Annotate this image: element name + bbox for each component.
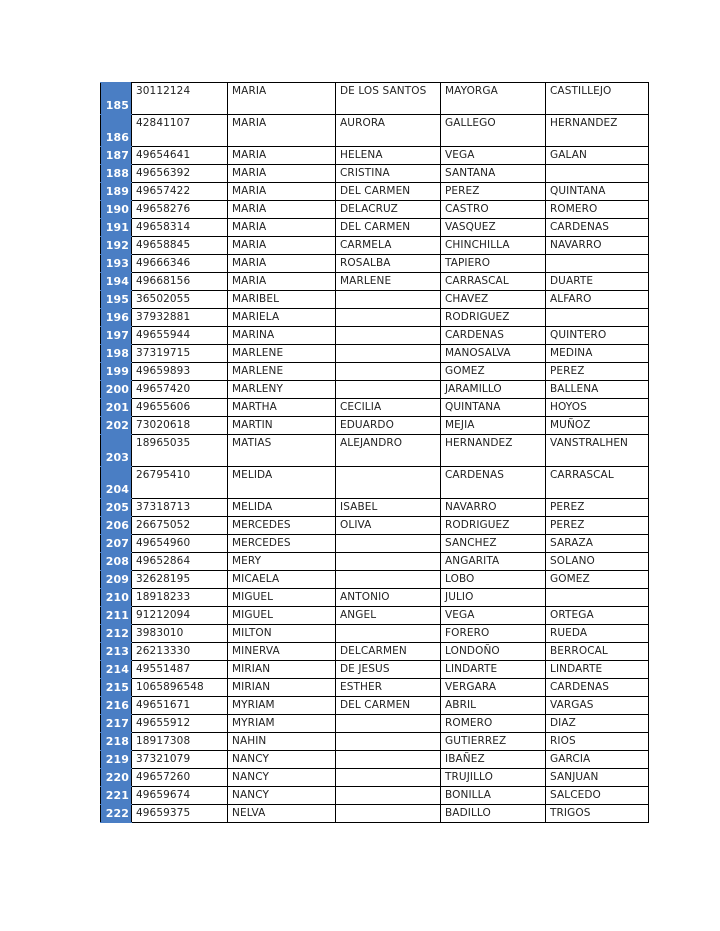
first-surname-cell: BADILLO xyxy=(441,805,546,823)
row-number: 209 xyxy=(101,571,132,589)
second-name-cell xyxy=(336,467,441,499)
table-row xyxy=(101,381,649,399)
id-number-cell: 49666346 xyxy=(132,255,228,273)
second-name-cell: CECILIA xyxy=(336,399,441,417)
id-number-cell: 49657422 xyxy=(132,183,228,201)
first-surname-cell: BONILLA xyxy=(441,787,546,805)
table-row xyxy=(101,589,649,607)
table-row xyxy=(101,165,649,183)
second-surname-cell: ALFARO xyxy=(546,291,649,309)
row-number: 208 xyxy=(101,553,132,571)
table-row xyxy=(101,327,649,345)
table-row xyxy=(101,399,649,417)
table-row xyxy=(101,679,649,697)
row-number: 189 xyxy=(101,183,132,201)
first-name-cell: MERY xyxy=(228,553,336,571)
first-surname-cell: MEJIA xyxy=(441,417,546,435)
table-row xyxy=(101,363,649,381)
row-number: 197 xyxy=(101,327,132,345)
table-row xyxy=(101,643,649,661)
second-name-cell xyxy=(336,805,441,823)
id-number-cell: 32628195 xyxy=(132,571,228,589)
second-surname-cell: PEREZ xyxy=(546,363,649,381)
first-surname-cell: NAVARRO xyxy=(441,499,546,517)
id-number-cell: 26213330 xyxy=(132,643,228,661)
id-number-cell: 49659674 xyxy=(132,787,228,805)
id-number-cell: 49651671 xyxy=(132,697,228,715)
second-surname-cell: SARAZA xyxy=(546,535,649,553)
id-number-cell: 49659375 xyxy=(132,805,228,823)
row-number: 206 xyxy=(101,517,132,535)
id-number-cell: 18918233 xyxy=(132,589,228,607)
second-name-cell xyxy=(336,291,441,309)
second-surname-cell: BALLENA xyxy=(546,381,649,399)
second-name-cell: ROSALBA xyxy=(336,255,441,273)
first-surname-cell: CARRASCAL xyxy=(441,273,546,291)
id-number-cell: 42841107 xyxy=(132,115,228,147)
row-number: 194 xyxy=(101,273,132,291)
id-number-cell: 49654960 xyxy=(132,535,228,553)
first-name-cell: MELIDA xyxy=(228,499,336,517)
row-number: 196 xyxy=(101,309,132,327)
table-row xyxy=(101,417,649,435)
first-name-cell: MARIA xyxy=(228,237,336,255)
second-name-cell xyxy=(336,381,441,399)
row-number: 195 xyxy=(101,291,132,309)
first-surname-cell: TRUJILLO xyxy=(441,769,546,787)
second-surname-cell: VARGAS xyxy=(546,697,649,715)
second-surname-cell: GALAN xyxy=(546,147,649,165)
first-surname-cell: IBAÑEZ xyxy=(441,751,546,769)
table-row xyxy=(101,237,649,255)
first-surname-cell: GALLEGO xyxy=(441,115,546,147)
id-number-cell: 49668156 xyxy=(132,273,228,291)
second-name-cell: DE LOS SANTOS xyxy=(336,83,441,115)
id-number-cell: 36502055 xyxy=(132,291,228,309)
row-number: 191 xyxy=(101,219,132,237)
first-name-cell: MARLENE xyxy=(228,345,336,363)
row-number: 205 xyxy=(101,499,132,517)
first-name-cell: MIRIAN xyxy=(228,679,336,697)
first-name-cell: MARIA xyxy=(228,83,336,115)
id-number-cell: 30112124 xyxy=(132,83,228,115)
roster-table xyxy=(100,82,649,823)
id-number-cell: 18917308 xyxy=(132,733,228,751)
id-number-cell: 49658845 xyxy=(132,237,228,255)
second-name-cell: ISABEL xyxy=(336,499,441,517)
row-number: 186 xyxy=(101,115,132,147)
first-name-cell: NANCY xyxy=(228,769,336,787)
row-number: 198 xyxy=(101,345,132,363)
id-number-cell: 49655912 xyxy=(132,715,228,733)
first-surname-cell: VEGA xyxy=(441,147,546,165)
second-name-cell: ALEJANDRO xyxy=(336,435,441,467)
second-name-cell xyxy=(336,715,441,733)
row-number: 211 xyxy=(101,607,132,625)
first-surname-cell: RODRIGUEZ xyxy=(441,309,546,327)
second-surname-cell: VANSTRALHEN xyxy=(546,435,649,467)
second-surname-cell: ROMERO xyxy=(546,201,649,219)
row-number: 218 xyxy=(101,733,132,751)
id-number-cell: 49658314 xyxy=(132,219,228,237)
second-name-cell: OLIVA xyxy=(336,517,441,535)
row-number: 212 xyxy=(101,625,132,643)
first-name-cell: MARIA xyxy=(228,165,336,183)
id-number-cell: 91212094 xyxy=(132,607,228,625)
first-surname-cell: MANOSALVA xyxy=(441,345,546,363)
table-row xyxy=(101,661,649,679)
row-number: 217 xyxy=(101,715,132,733)
row-number: 202 xyxy=(101,417,132,435)
second-name-cell: MARLENE xyxy=(336,273,441,291)
first-surname-cell: HERNANDEZ xyxy=(441,435,546,467)
id-number-cell: 1065896548 xyxy=(132,679,228,697)
first-name-cell: MARIA xyxy=(228,255,336,273)
first-name-cell: MARIA xyxy=(228,201,336,219)
row-number: 210 xyxy=(101,589,132,607)
row-number: 200 xyxy=(101,381,132,399)
second-name-cell xyxy=(336,345,441,363)
row-number: 219 xyxy=(101,751,132,769)
second-name-cell: ESTHER xyxy=(336,679,441,697)
table-row xyxy=(101,291,649,309)
first-name-cell: MYRIAM xyxy=(228,697,336,715)
table-row xyxy=(101,183,649,201)
second-surname-cell: BERROCAL xyxy=(546,643,649,661)
id-number-cell: 26795410 xyxy=(132,467,228,499)
first-surname-cell: JARAMILLO xyxy=(441,381,546,399)
table-row xyxy=(101,553,649,571)
first-name-cell: MARIA xyxy=(228,115,336,147)
table-row xyxy=(101,201,649,219)
second-surname-cell: RIOS xyxy=(546,733,649,751)
first-name-cell: NELVA xyxy=(228,805,336,823)
table-row xyxy=(101,115,649,147)
row-number: 213 xyxy=(101,643,132,661)
first-name-cell: NANCY xyxy=(228,751,336,769)
second-name-cell: ANGEL xyxy=(336,607,441,625)
table-row xyxy=(101,787,649,805)
second-surname-cell xyxy=(546,309,649,327)
first-surname-cell: CHAVEZ xyxy=(441,291,546,309)
second-surname-cell: GARCIA xyxy=(546,751,649,769)
row-number: 193 xyxy=(101,255,132,273)
second-surname-cell: SALCEDO xyxy=(546,787,649,805)
table-row xyxy=(101,535,649,553)
table-row xyxy=(101,273,649,291)
second-surname-cell: QUINTERO xyxy=(546,327,649,345)
second-surname-cell: DIAZ xyxy=(546,715,649,733)
row-number: 199 xyxy=(101,363,132,381)
first-name-cell: MINERVA xyxy=(228,643,336,661)
first-surname-cell: ROMERO xyxy=(441,715,546,733)
row-number: 192 xyxy=(101,237,132,255)
first-surname-cell: CHINCHILLA xyxy=(441,237,546,255)
second-surname-cell: CARRASCAL xyxy=(546,467,649,499)
id-number-cell: 73020618 xyxy=(132,417,228,435)
first-surname-cell: ANGARITA xyxy=(441,553,546,571)
first-surname-cell: LINDARTE xyxy=(441,661,546,679)
id-number-cell: 49657420 xyxy=(132,381,228,399)
id-number-cell: 37318713 xyxy=(132,499,228,517)
table-row xyxy=(101,571,649,589)
table-row xyxy=(101,697,649,715)
first-surname-cell: RODRIGUEZ xyxy=(441,517,546,535)
first-surname-cell: VERGARA xyxy=(441,679,546,697)
second-name-cell xyxy=(336,787,441,805)
table-row xyxy=(101,345,649,363)
row-number: 214 xyxy=(101,661,132,679)
second-surname-cell: CARDENAS xyxy=(546,679,649,697)
second-surname-cell: GOMEZ xyxy=(546,571,649,589)
table-row xyxy=(101,715,649,733)
first-name-cell: MARLENE xyxy=(228,363,336,381)
table-row xyxy=(101,309,649,327)
row-number: 220 xyxy=(101,769,132,787)
first-name-cell: MERCEDES xyxy=(228,535,336,553)
first-surname-cell: SANTANA xyxy=(441,165,546,183)
row-number: 187 xyxy=(101,147,132,165)
id-number-cell: 49551487 xyxy=(132,661,228,679)
first-name-cell: MERCEDES xyxy=(228,517,336,535)
id-number-cell: 49652864 xyxy=(132,553,228,571)
first-name-cell: MARIA xyxy=(228,273,336,291)
first-name-cell: MIGUEL xyxy=(228,589,336,607)
table-row xyxy=(101,607,649,625)
second-surname-cell: PEREZ xyxy=(546,499,649,517)
table-row xyxy=(101,751,649,769)
id-number-cell: 49658276 xyxy=(132,201,228,219)
id-number-cell: 3983010 xyxy=(132,625,228,643)
first-name-cell: MILTON xyxy=(228,625,336,643)
second-name-cell xyxy=(336,327,441,345)
first-name-cell: MYRIAM xyxy=(228,715,336,733)
first-name-cell: MARTHA xyxy=(228,399,336,417)
second-name-cell xyxy=(336,553,441,571)
second-surname-cell: PEREZ xyxy=(546,517,649,535)
table-row xyxy=(101,83,649,115)
id-number-cell: 49655944 xyxy=(132,327,228,345)
row-number: 207 xyxy=(101,535,132,553)
second-name-cell: DELCARMEN xyxy=(336,643,441,661)
first-name-cell: MARIA xyxy=(228,183,336,201)
second-name-cell: DEL CARMEN xyxy=(336,697,441,715)
first-surname-cell: TAPIERO xyxy=(441,255,546,273)
first-surname-cell: CASTRO xyxy=(441,201,546,219)
second-surname-cell: ORTEGA xyxy=(546,607,649,625)
table-row xyxy=(101,147,649,165)
second-surname-cell xyxy=(546,589,649,607)
second-surname-cell: TRIGOS xyxy=(546,805,649,823)
id-number-cell: 26675052 xyxy=(132,517,228,535)
table-row xyxy=(101,499,649,517)
table-row xyxy=(101,733,649,751)
second-surname-cell: QUINTANA xyxy=(546,183,649,201)
second-surname-cell: HOYOS xyxy=(546,399,649,417)
second-name-cell: CARMELA xyxy=(336,237,441,255)
first-surname-cell: PEREZ xyxy=(441,183,546,201)
second-surname-cell: CARDENAS xyxy=(546,219,649,237)
table-row xyxy=(101,435,649,467)
first-surname-cell: LOBO xyxy=(441,571,546,589)
second-surname-cell: SOLANO xyxy=(546,553,649,571)
id-number-cell: 49655606 xyxy=(132,399,228,417)
id-number-cell: 49654641 xyxy=(132,147,228,165)
row-number: 216 xyxy=(101,697,132,715)
first-name-cell: MARIA xyxy=(228,147,336,165)
second-name-cell: DEL CARMEN xyxy=(336,219,441,237)
second-surname-cell: LINDARTE xyxy=(546,661,649,679)
first-surname-cell: GOMEZ xyxy=(441,363,546,381)
second-surname-cell: RUEDA xyxy=(546,625,649,643)
table-row xyxy=(101,255,649,273)
second-name-cell xyxy=(336,733,441,751)
id-number-cell: 37321079 xyxy=(132,751,228,769)
first-surname-cell: FORERO xyxy=(441,625,546,643)
first-surname-cell: JULIO xyxy=(441,589,546,607)
row-number: 204 xyxy=(101,467,132,499)
second-surname-cell: MEDINA xyxy=(546,345,649,363)
first-surname-cell: GUTIERREZ xyxy=(441,733,546,751)
roster-body xyxy=(101,83,649,823)
second-name-cell: EDUARDO xyxy=(336,417,441,435)
second-surname-cell xyxy=(546,165,649,183)
first-name-cell: MIRIAN xyxy=(228,661,336,679)
id-number-cell: 37319715 xyxy=(132,345,228,363)
id-number-cell: 49656392 xyxy=(132,165,228,183)
second-name-cell xyxy=(336,363,441,381)
second-name-cell: CRISTINA xyxy=(336,165,441,183)
second-name-cell: DELACRUZ xyxy=(336,201,441,219)
second-surname-cell xyxy=(546,255,649,273)
first-name-cell: MARIELA xyxy=(228,309,336,327)
second-surname-cell: HERNANDEZ xyxy=(546,115,649,147)
first-name-cell: MARTIN xyxy=(228,417,336,435)
second-surname-cell: SANJUAN xyxy=(546,769,649,787)
first-name-cell: MICAELA xyxy=(228,571,336,589)
first-surname-cell: ABRIL xyxy=(441,697,546,715)
second-name-cell: DE JESUS xyxy=(336,661,441,679)
second-name-cell xyxy=(336,751,441,769)
second-name-cell: DEL CARMEN xyxy=(336,183,441,201)
first-surname-cell: QUINTANA xyxy=(441,399,546,417)
first-name-cell: MARIBEL xyxy=(228,291,336,309)
second-name-cell: ANTONIO xyxy=(336,589,441,607)
id-number-cell: 18965035 xyxy=(132,435,228,467)
second-name-cell: AURORA xyxy=(336,115,441,147)
first-name-cell: MARINA xyxy=(228,327,336,345)
second-surname-cell: DUARTE xyxy=(546,273,649,291)
second-name-cell xyxy=(336,571,441,589)
first-name-cell: MATIAS xyxy=(228,435,336,467)
first-surname-cell: VEGA xyxy=(441,607,546,625)
first-name-cell: MELIDA xyxy=(228,467,336,499)
table-row xyxy=(101,467,649,499)
table-row xyxy=(101,769,649,787)
table-row xyxy=(101,625,649,643)
row-number: 203 xyxy=(101,435,132,467)
first-surname-cell: SANCHEZ xyxy=(441,535,546,553)
first-surname-cell: VASQUEZ xyxy=(441,219,546,237)
first-surname-cell: CARDENAS xyxy=(441,327,546,345)
row-number: 222 xyxy=(101,805,132,823)
first-name-cell: MARLENY xyxy=(228,381,336,399)
first-surname-cell: LONDOÑO xyxy=(441,643,546,661)
row-number: 188 xyxy=(101,165,132,183)
table-row xyxy=(101,219,649,237)
id-number-cell: 37932881 xyxy=(132,309,228,327)
id-number-cell: 49659893 xyxy=(132,363,228,381)
first-name-cell: MIGUEL xyxy=(228,607,336,625)
id-number-cell: 49657260 xyxy=(132,769,228,787)
row-number: 221 xyxy=(101,787,132,805)
row-number: 190 xyxy=(101,201,132,219)
second-name-cell xyxy=(336,309,441,327)
row-number: 185 xyxy=(101,83,132,115)
second-surname-cell: CASTILLEJO xyxy=(546,83,649,115)
second-surname-cell: MUÑOZ xyxy=(546,417,649,435)
row-number: 215 xyxy=(101,679,132,697)
row-number: 201 xyxy=(101,399,132,417)
second-name-cell xyxy=(336,535,441,553)
second-name-cell xyxy=(336,625,441,643)
second-name-cell: HELENA xyxy=(336,147,441,165)
first-surname-cell: CARDENAS xyxy=(441,467,546,499)
first-name-cell: NAHIN xyxy=(228,733,336,751)
second-name-cell xyxy=(336,769,441,787)
first-name-cell: MARIA xyxy=(228,219,336,237)
second-surname-cell: NAVARRO xyxy=(546,237,649,255)
first-surname-cell: MAYORGA xyxy=(441,83,546,115)
table-row xyxy=(101,805,649,823)
first-name-cell: NANCY xyxy=(228,787,336,805)
table-row xyxy=(101,517,649,535)
